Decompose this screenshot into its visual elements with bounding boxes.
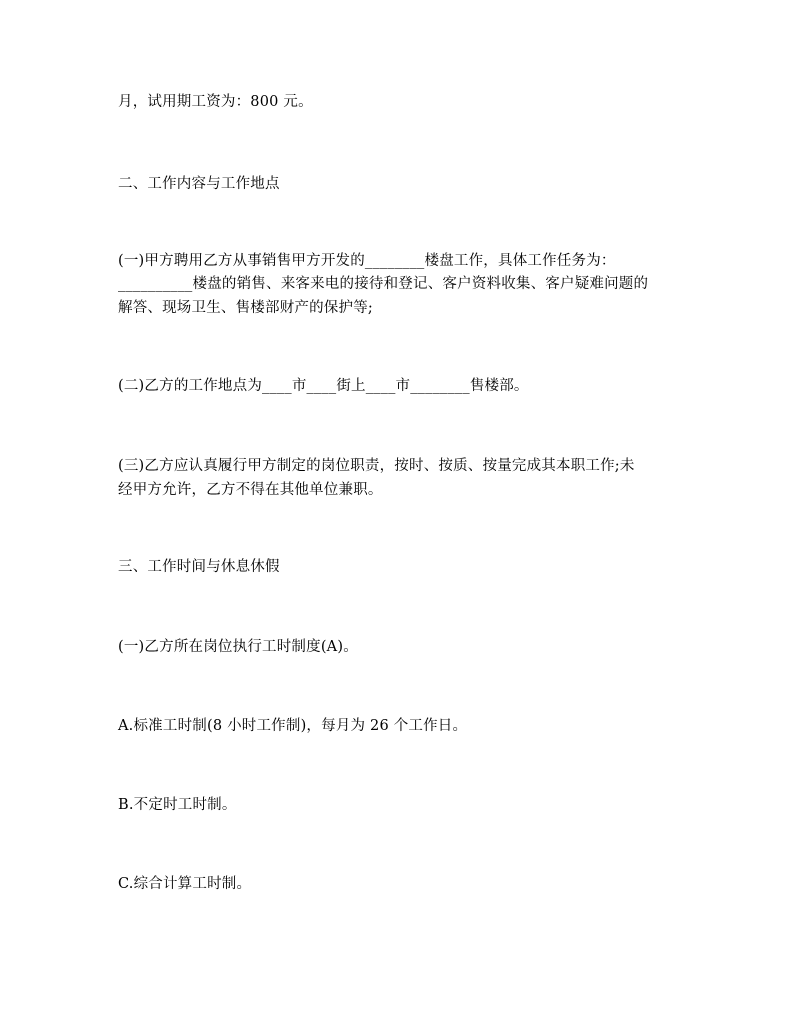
- text-line: (二)乙方的工作地点为____市____街上____市________售楼部。: [118, 378, 529, 394]
- section-heading: 二、工作内容与工作地点: [118, 176, 280, 192]
- text-line: 解答、现场卫生、售楼部财产的保护等;: [118, 300, 373, 316]
- text-line: C.综合计算工时制。: [118, 876, 252, 892]
- text-line: A.标准工时制(8 小时工作制)，每月为 26 个工作日。: [118, 718, 468, 734]
- text-line: 经甲方允许，乙方不得在其他单位兼职。: [118, 482, 383, 498]
- text-line: __________楼盘的销售、来客来电的接待和登记、客户资料收集、客户疑难问题的: [118, 276, 649, 292]
- text-line: (一)甲方聘用乙方从事销售甲方开发的________楼盘工作，具体工作任务为：: [118, 253, 616, 269]
- text-line: (一)乙方所在岗位执行工时制度(A)。: [118, 639, 358, 655]
- text-line: 月，试用期工资为：800 元。: [118, 94, 313, 110]
- text-line: (三)乙方应认真履行甲方制定的岗位职责，按时、按质、按量完成其本职工作;未: [118, 458, 635, 474]
- section-heading: 三、工作时间与休息休假: [118, 559, 280, 575]
- text-line: B.不定时工时制。: [118, 797, 237, 813]
